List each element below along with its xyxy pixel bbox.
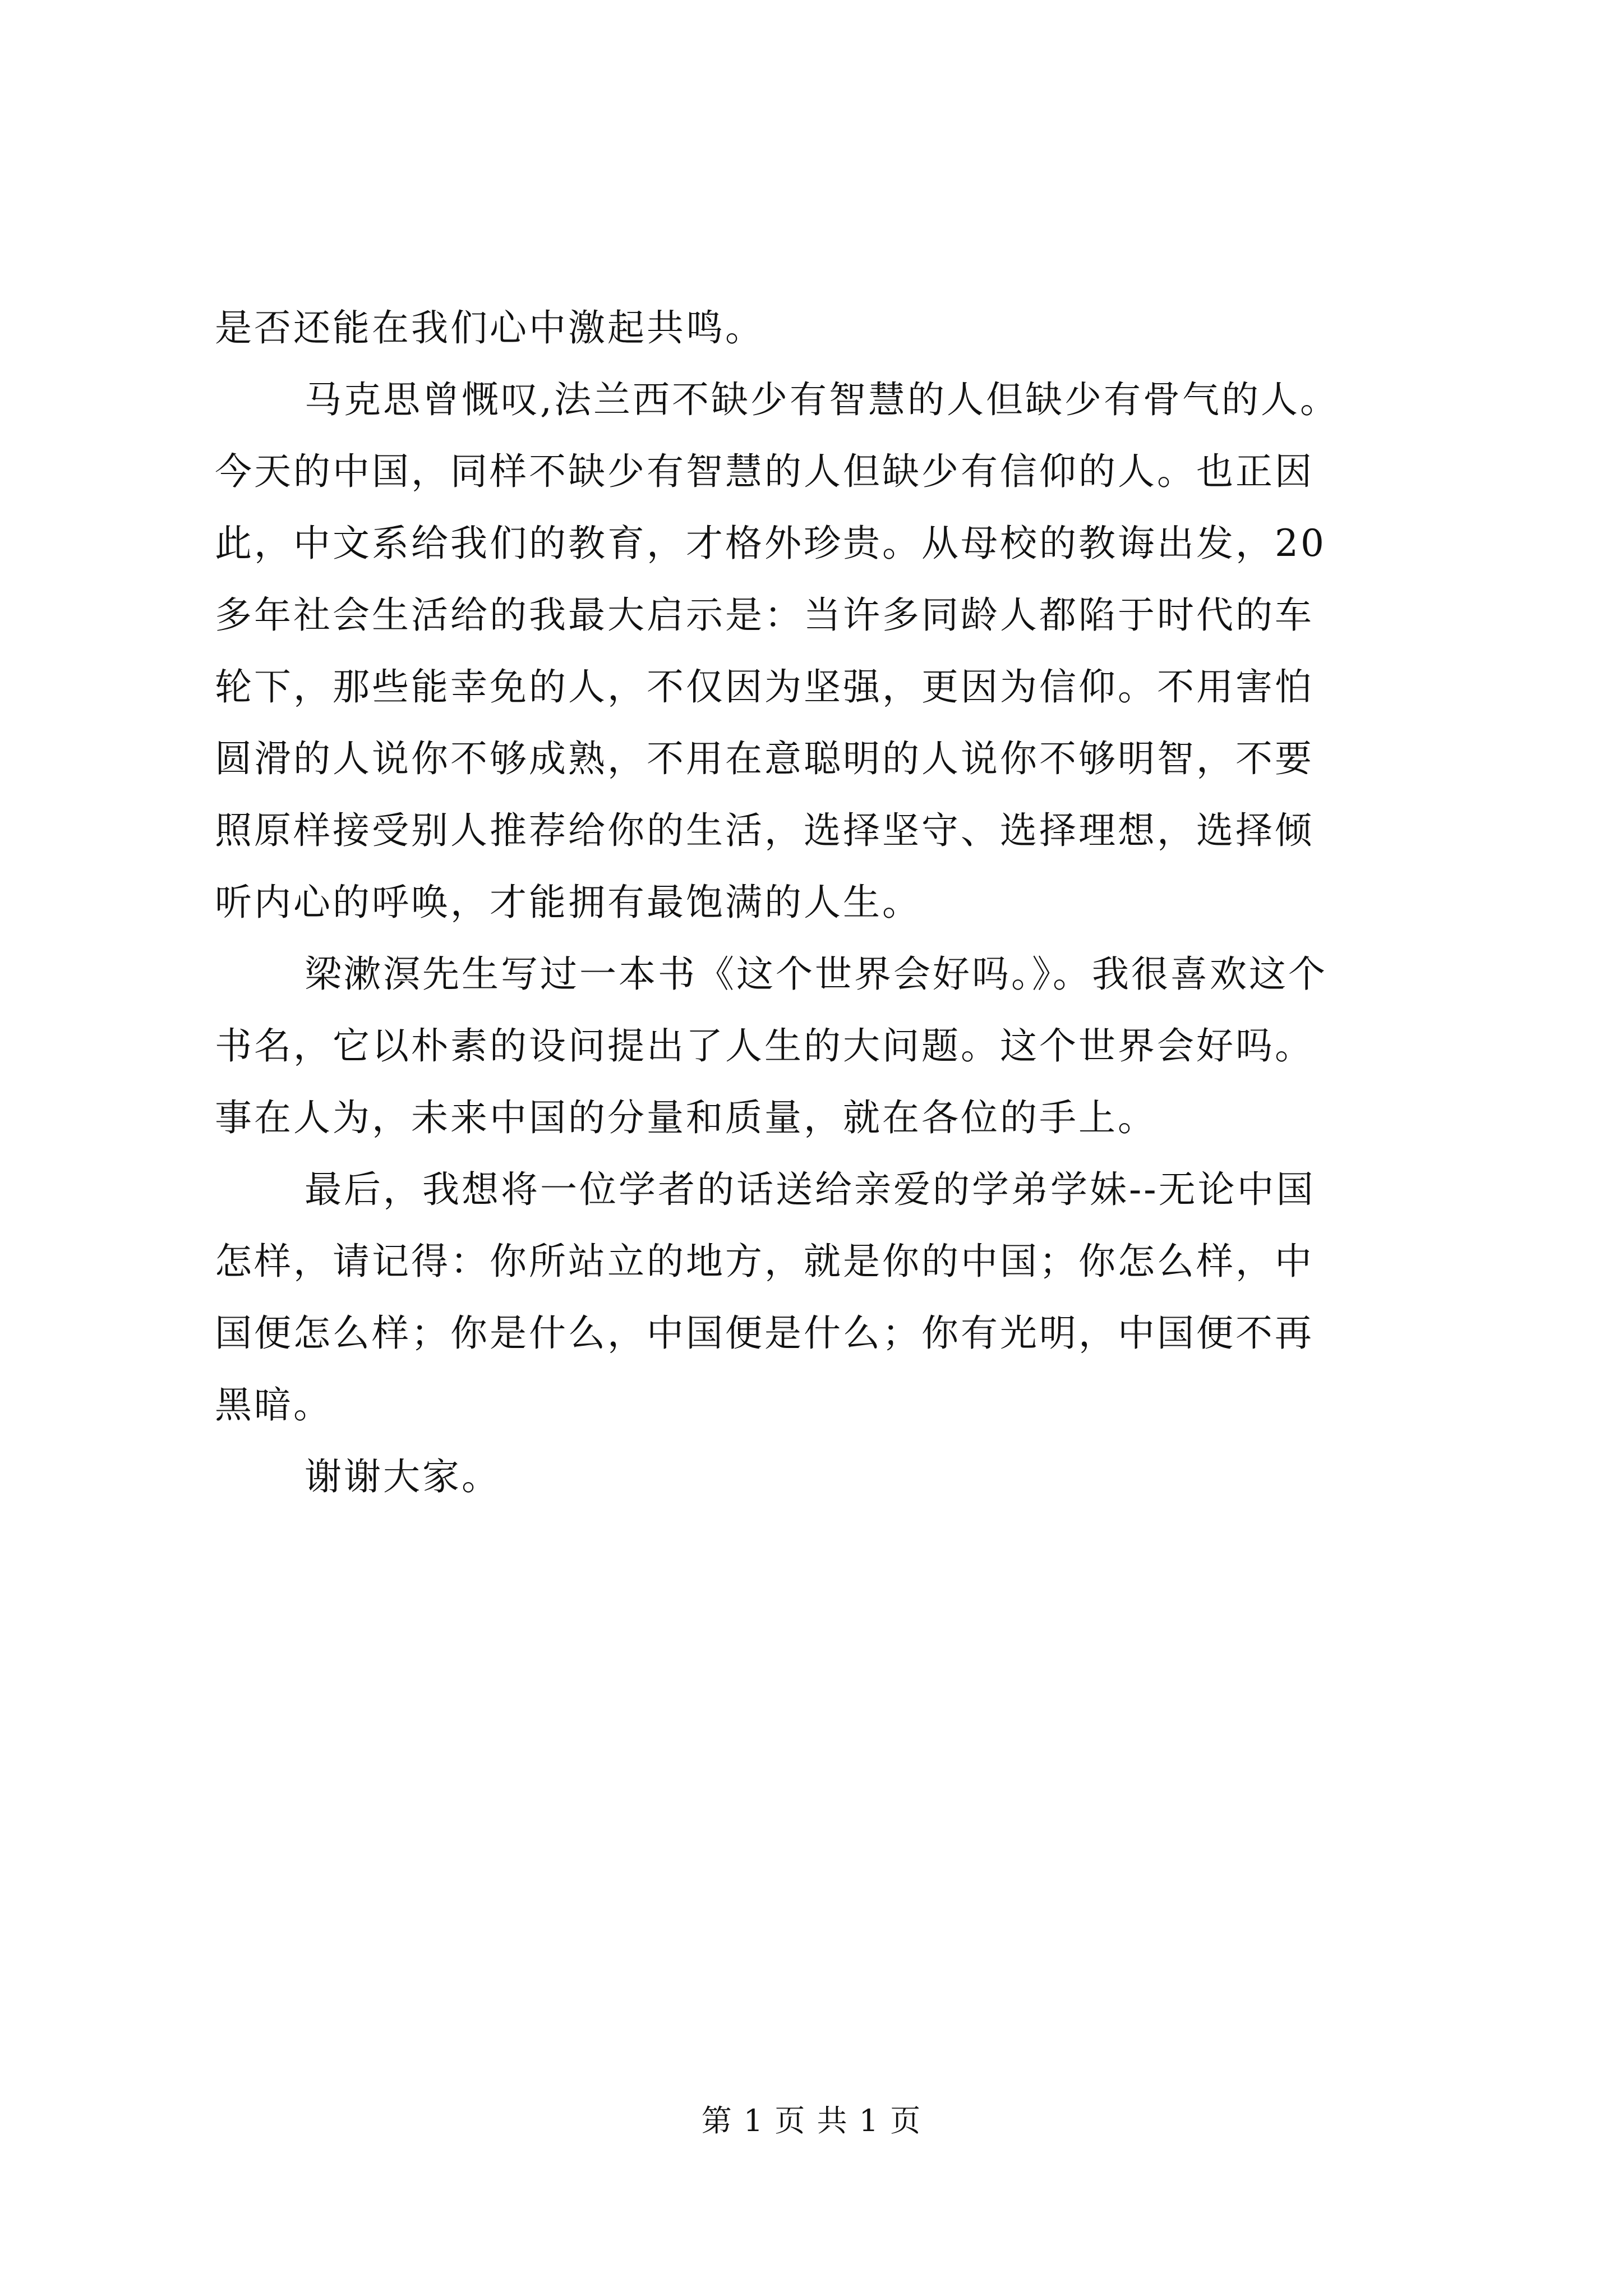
text-line: 书名，它以朴素的设问提出了人生的大问题。这个世界会好吗。 [215, 1024, 1314, 1068]
text-line: 此，中文系给我们的教育，才格外珍贵。从母校的教诲出发，20 [215, 522, 1326, 565]
paragraph-first-line: 马克思曾慨叹,法兰西不缺少有智慧的人但缺少有骨气的人。 [305, 378, 1339, 421]
text-line: 怎样，请记得：你所站立的地方，就是你的中国；你怎么样，中 [215, 1240, 1314, 1283]
text-line: 是否还能在我们心中激起共鸣。 [215, 306, 764, 349]
paragraph-first-line: 最后，我想将一位学者的话送给亲爱的学弟学妹--无论中国 [305, 1168, 1316, 1211]
text-line: 听内心的呼唤，才能拥有最饱满的人生。 [215, 881, 921, 924]
paragraph-first-line: 梁漱溟先生写过一本书《这个世界会好吗。》。我很喜欢这个 [305, 953, 1327, 996]
text-line: 轮下，那些能幸免的人，不仅因为坚强，更因为信仰。不用害怕 [215, 665, 1314, 708]
text-line: 黑暗。 [215, 1383, 333, 1427]
text-line: 事在人为，未来中国的分量和质量，就在各位的手上。 [215, 1096, 1157, 1139]
text-line: 多年社会生活给的我最大启示是：当许多同龄人都陷于时代的车 [215, 593, 1314, 637]
text-line: 圆滑的人说你不够成熟，不用在意聪明的人说你不够明智，不要 [215, 737, 1314, 780]
text-line: 今天的中国，同样不缺少有智慧的人但缺少有信仰的人。也正因 [215, 450, 1314, 493]
text-line: 国便怎么样；你是什么，中国便是什么；你有光明，中国便不再 [215, 1312, 1314, 1355]
paragraph-first-line: 谢谢大家。 [305, 1455, 501, 1498]
page-number-footer: 第 1 页 共 1 页 [701, 2103, 922, 2138]
text-line: 照原样接受别人推荐给你的生活，选择坚守、选择理想，选择倾 [215, 809, 1314, 852]
